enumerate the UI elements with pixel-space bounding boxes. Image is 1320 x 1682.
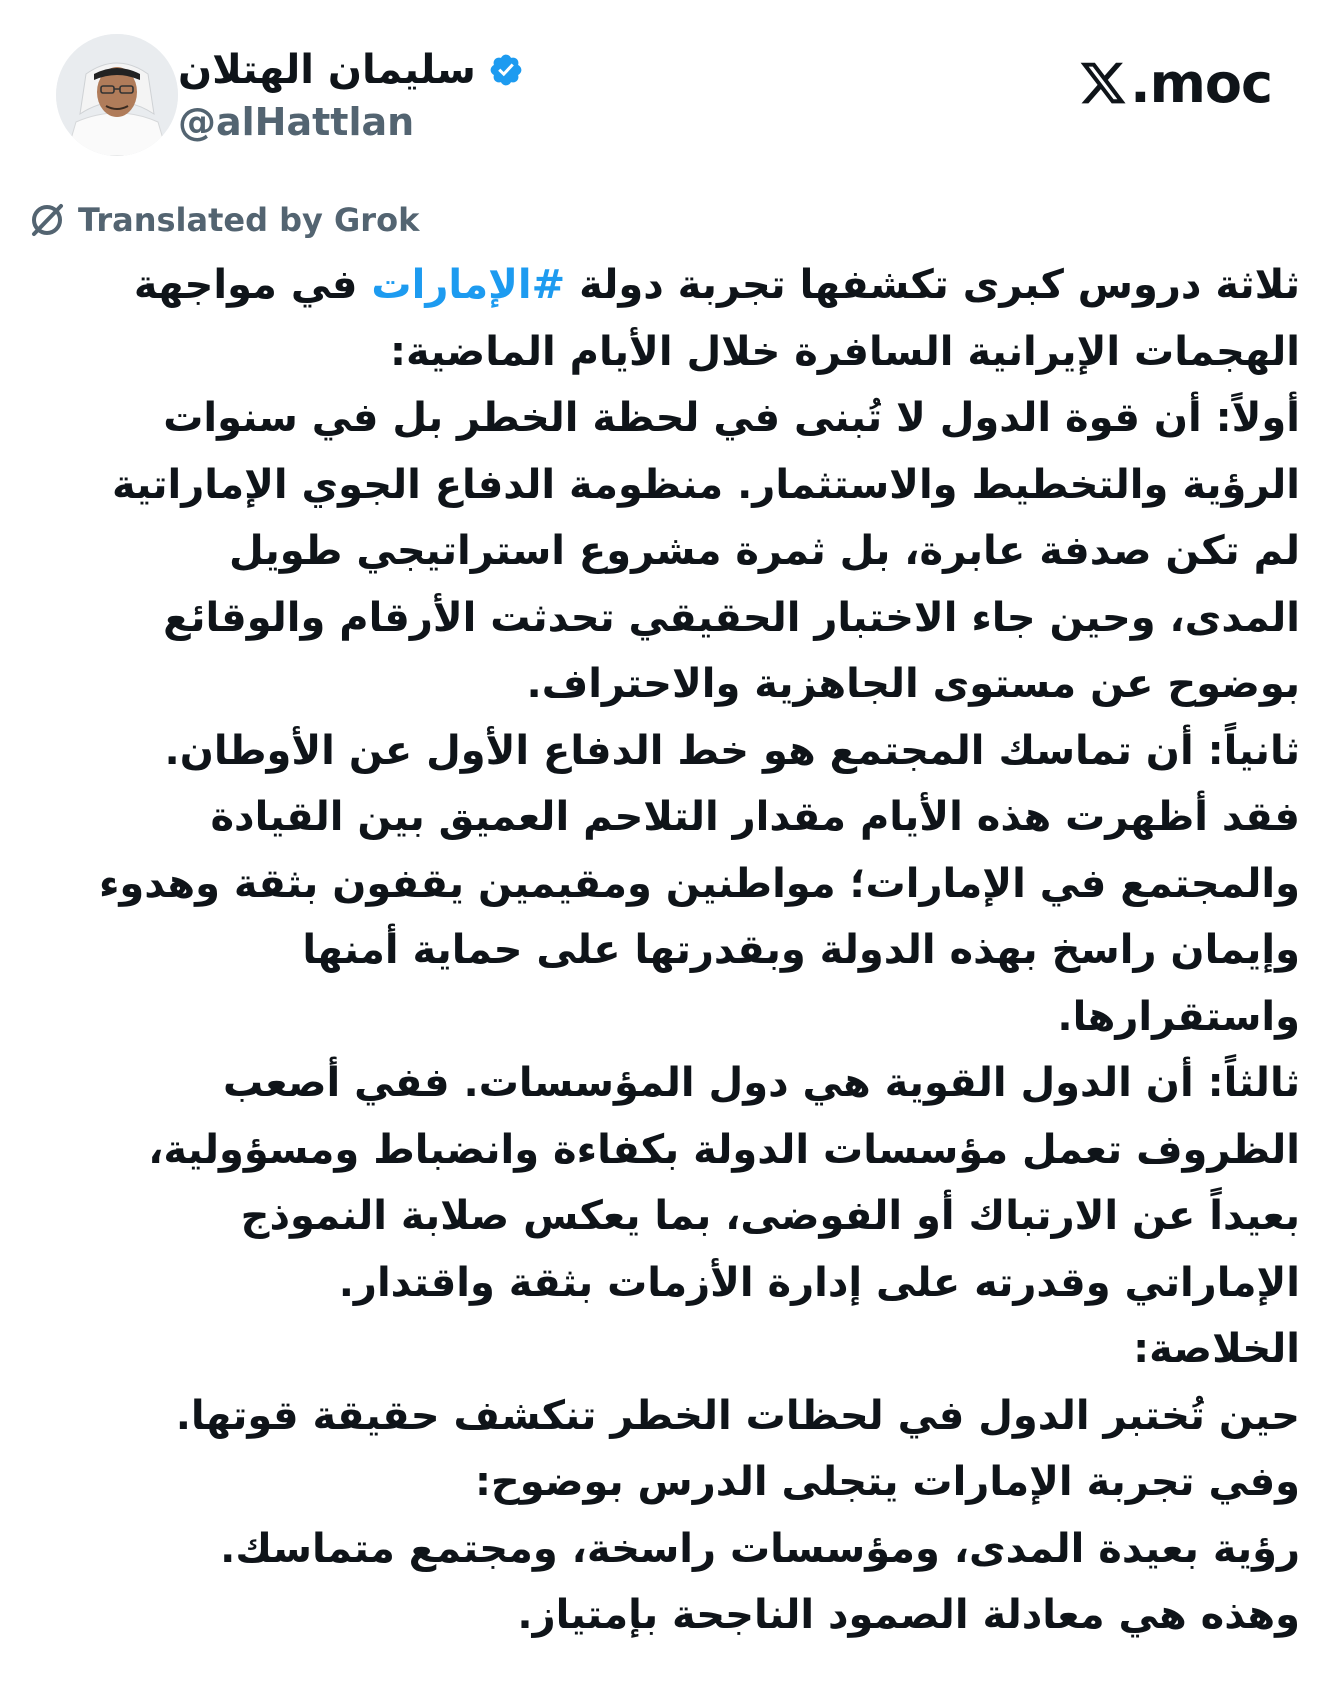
tweet-line: وهذه هي معادلة الصمود الناجحة بإمتياز. bbox=[517, 1592, 1300, 1638]
tweet-line: والمجتمع في الإمارات؛ مواطنين ومقيمين يقفون بثقة وهدوء bbox=[98, 860, 1300, 907]
tweet-line: لم تكن صدفة عابرة، بل ثمرة مشروع استراتيجي طويل bbox=[228, 528, 1300, 574]
tweet-line: بعيداً عن الارتباك أو الفوضى، بما يعكس صلابة النموذج bbox=[240, 1193, 1300, 1239]
verified-badge-icon bbox=[488, 52, 524, 88]
tweet-line: المدى، وحين جاء الاختبار الحقيقي تحدثت الأرقام والوقائع bbox=[163, 594, 1300, 641]
tweet-line: الظروف تعمل مؤسسات الدولة بكفاءة وانضباط ومسؤولية، bbox=[148, 1126, 1300, 1173]
user-info bbox=[178, 40, 638, 150]
tweet-line: رؤية بعيدة المدى، ومؤسسات راسخة، ومجتمع متماسك. bbox=[220, 1525, 1300, 1572]
tweet-line bbox=[30, 252, 1300, 319]
tweet-header bbox=[0, 0, 1320, 180]
tweet-line: الرؤية والتخطيط والاستثمار. منظومة الدفاع الجوي الإماراتية bbox=[111, 461, 1300, 508]
brand-domain: com. bbox=[1130, 51, 1272, 115]
tweet-text-segment: ثلاثة دروس كبرى تكشفها تجربة دولة bbox=[565, 262, 1300, 308]
grok-icon bbox=[28, 201, 66, 239]
tweet-line: فقد أظهرت هذه الأيام مقدار التلاحم العميق بين القيادة bbox=[210, 794, 1300, 840]
tweet-line: حين تُختبر الدول في لحظات الخطر تنكشف حقيقة قوتها. bbox=[175, 1392, 1300, 1439]
tweet-line: وإيمان راسخ بهذه الدولة وبقدرتها على حماية أمنها bbox=[302, 927, 1300, 973]
user-handle[interactable]: @alHattlan bbox=[178, 100, 415, 144]
tweet-line: الهجمات الإيرانية السافرة خلال الأيام الماضية: bbox=[389, 328, 1300, 375]
tweet-line: الإماراتي وقدرته على إدارة الأزمات بثقة واقتدار. bbox=[338, 1259, 1300, 1306]
tweet-line: واستقرارها. bbox=[1057, 993, 1300, 1040]
avatar-image bbox=[56, 34, 178, 156]
tweet-line: وفي تجربة الإمارات يتجلى الدرس بوضوح: bbox=[474, 1459, 1300, 1505]
tweet-text-segment: في مواجهة bbox=[133, 262, 372, 308]
tweet-line: بوضوح عن مستوى الجاهزية والاحتراف. bbox=[526, 661, 1300, 707]
tweet-text bbox=[30, 252, 1300, 1649]
avatar[interactable] bbox=[56, 34, 178, 156]
tweet-line: الخلاصة: bbox=[1133, 1326, 1300, 1372]
display-name[interactable]: سليمان الهتلان bbox=[178, 47, 476, 93]
brand-logo bbox=[1078, 48, 1272, 118]
x-logo-icon bbox=[1078, 58, 1128, 108]
tweet-line: ثالثاً: أن الدول القوية هي دول المؤسسات. ففي أصعب bbox=[222, 1060, 1300, 1106]
translated-label: Translated by Grok bbox=[78, 201, 420, 239]
hashtag-link[interactable]: #الإمارات bbox=[371, 262, 566, 308]
name-row bbox=[178, 40, 524, 100]
tweet-line: أولاً: أن قوة الدول لا تُبنى في لحظة الخطر بل في سنوات bbox=[163, 395, 1300, 441]
translated-by-grok[interactable] bbox=[28, 196, 419, 244]
tweet-line: ثانياً: أن تماسك المجتمع هو خط الدفاع الأول عن الأوطان. bbox=[164, 727, 1300, 774]
